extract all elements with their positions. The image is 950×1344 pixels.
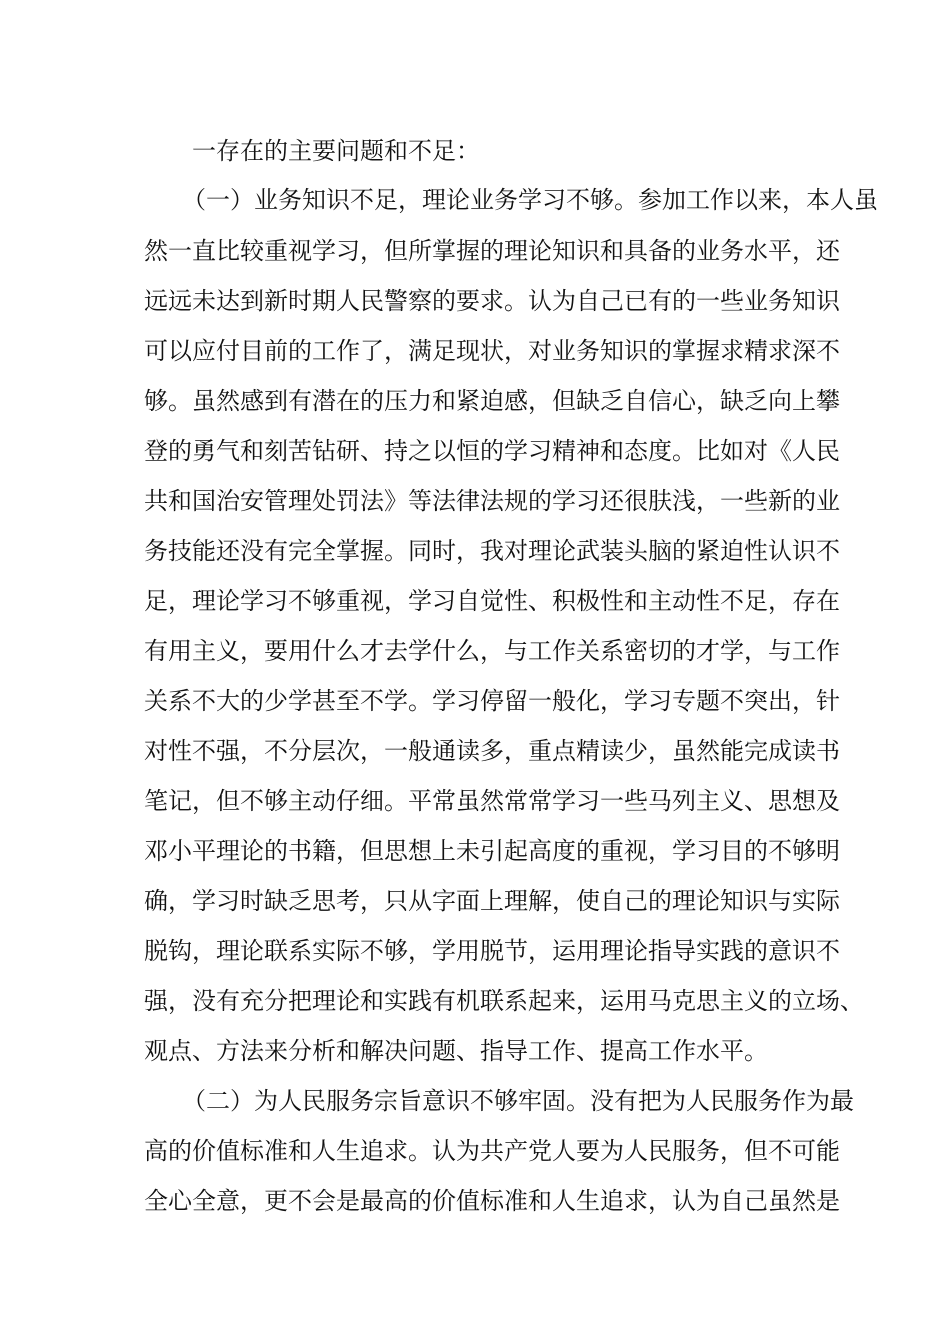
paragraph-1-line-1: （一）业务知识不足，理论业务学习不够。参加工作以来，本人虽	[182, 186, 878, 214]
paragraph-1-line-18: 观点、方法来分析和解决问题、指导工作、提高工作水平。	[144, 1037, 768, 1065]
paragraph-1-line-13: 笔记，但不够主动仔细。平常虽然常常学习一些马列主义、思想及	[144, 787, 840, 815]
paragraph-1-line-17: 强，没有充分把理论和实践有机联系起来，运用马克思主义的立场、	[144, 987, 864, 1015]
paragraph-1-line-15: 确，学习时缺乏思考，只从字面上理解，使自己的理论知识与实际	[144, 887, 840, 915]
paragraph-1-line-2: 然一直比较重视学习，但所掌握的理论知识和具备的业务水平，还	[144, 237, 840, 265]
paragraph-1-line-10: 有用主义，要用什么才去学什么，与工作关系密切的才学，与工作	[144, 637, 840, 665]
paragraph-2-line-1: （二）为人民服务宗旨意识不够牢固。没有把为人民服务作为最	[182, 1087, 854, 1115]
paragraph-1-line-6: 登的勇气和刻苦钻研、持之以恒的学习精神和态度。比如对《人民	[144, 437, 840, 465]
section-heading: 一存在的主要问题和不足：	[192, 137, 480, 165]
paragraph-1-line-14: 邓小平理论的书籍，但思想上未引起高度的重视，学习目的不够明	[144, 837, 840, 865]
paragraph-2-line-3: 全心全意，更不会是最高的价值标准和人生追求，认为自己虽然是	[144, 1187, 840, 1215]
paragraph-2-line-2: 高的价值标准和人生追求。认为共产党人要为人民服务，但不可能	[144, 1137, 840, 1165]
paragraph-1-line-3: 远远未达到新时期人民警察的要求。认为自己已有的一些业务知识	[144, 287, 840, 315]
paragraph-1-line-16: 脱钩，理论联系实际不够，学用脱节，运用理论指导实践的意识不	[144, 937, 840, 965]
paragraph-1-line-7: 共和国治安管理处罚法》等法律法规的学习还很肤浅，一些新的业	[144, 487, 840, 515]
paragraph-1-line-12: 对性不强，不分层次，一般通读多，重点精读少，虽然能完成读书	[144, 737, 840, 765]
paragraph-1-line-4: 可以应付目前的工作了，满足现状，对业务知识的掌握求精求深不	[144, 337, 840, 365]
paragraph-1-line-11: 关系不大的少学甚至不学。学习停留一般化，学习专题不突出，针	[144, 687, 840, 715]
paragraph-1-line-5: 够。虽然感到有潜在的压力和紧迫感，但缺乏自信心，缺乏向上攀	[144, 387, 840, 415]
paragraph-1-line-9: 足，理论学习不够重视，学习自觉性、积极性和主动性不足，存在	[144, 587, 840, 615]
paragraph-1-line-8: 务技能还没有完全掌握。同时，我对理论武装头脑的紧迫性认识不	[144, 537, 840, 565]
